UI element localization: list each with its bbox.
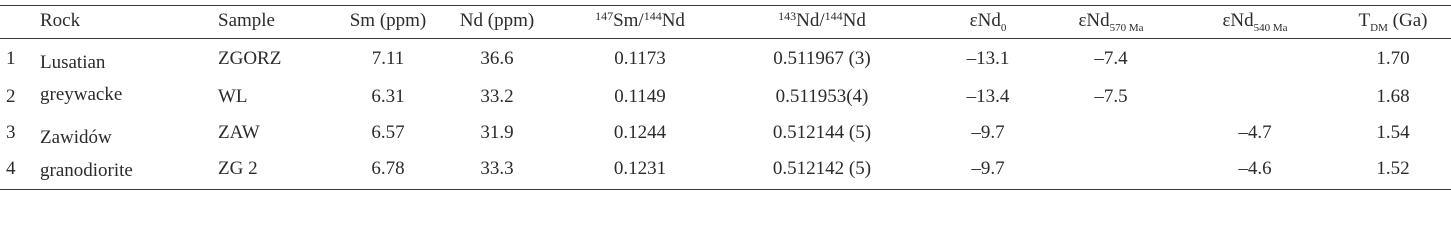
sm-nd-ratio-cell: 0.1231 <box>613 158 667 179</box>
bottom-rule <box>0 189 1451 190</box>
rock-group-label: Zawidów <box>40 127 112 148</box>
sm-nd-ratio-cell: 0.1173 <box>614 48 666 69</box>
tdm-cell: 1.68 <box>1376 86 1410 107</box>
top-rule <box>0 5 1451 6</box>
sample-cell: ZAW <box>218 122 260 143</box>
nd-cell: 33.3 <box>480 158 514 179</box>
sm-cell: 6.57 <box>371 122 405 143</box>
end-540-cell: –4.6 <box>1238 158 1272 179</box>
header-end-570: εNd$_{570 Ma}$ <box>1078 10 1144 34</box>
end-0-cell: –13.4 <box>966 86 1010 107</box>
header-sample: Sample <box>218 10 275 31</box>
rock-group-label: Lusatian <box>40 52 106 73</box>
nd-cell: 31.9 <box>480 122 514 143</box>
rock-group-label: greywacke <box>40 84 123 105</box>
sm-cell: 6.31 <box>371 86 405 107</box>
row-number: 3 <box>6 122 16 143</box>
nd-nd-ratio-cell: 0.512142 (5) <box>772 158 872 179</box>
nd-nd-ratio-cell: 0.511953(4) <box>775 86 869 107</box>
nd-nd-ratio-cell: 0.512144 (5) <box>772 122 872 143</box>
tdm-cell: 1.70 <box>1376 48 1410 69</box>
end-570-cell: –7.5 <box>1094 86 1128 107</box>
end-0-cell: –9.7 <box>971 158 1005 179</box>
nd-nd-ratio-cell: 0.511967 (3) <box>773 48 871 69</box>
header-rule <box>0 38 1451 39</box>
sample-cell: ZGORZ <box>218 48 282 69</box>
row-number: 2 <box>6 86 16 107</box>
header-end-540: εNd$_{540 Ma}$ <box>1222 10 1288 34</box>
nd-cell: 33.2 <box>480 86 514 107</box>
header-end-0: εNd$_0$ <box>969 10 1007 34</box>
sm-nd-ratio-cell: 0.1244 <box>613 122 667 143</box>
sm-nd-ratio-cell: 0.1149 <box>614 86 666 107</box>
header-sm-nd-ratio: $^{147}$Sm/$^{144}$Nd <box>595 9 685 31</box>
tdm-cell: 1.54 <box>1376 122 1410 143</box>
sample-cell: WL <box>218 86 248 107</box>
end-0-cell: –9.7 <box>971 122 1005 143</box>
row-number: 4 <box>6 158 16 179</box>
header-sm-ppm: Sm (ppm) <box>349 10 427 31</box>
sample-cell: ZG 2 <box>218 158 258 179</box>
end-570-cell: –7.4 <box>1094 48 1128 69</box>
sm-cell: 7.11 <box>371 48 405 69</box>
tdm-cell: 1.52 <box>1376 158 1410 179</box>
nd-cell: 36.6 <box>480 48 514 69</box>
rock-group-label: granodiorite <box>40 160 133 181</box>
sm-cell: 6.78 <box>371 158 405 179</box>
end-540-cell: –4.7 <box>1238 122 1272 143</box>
header-nd-ppm: Nd (ppm) <box>459 10 535 31</box>
header-rock: Rock <box>40 10 81 31</box>
header-tdm: $T_{DM}$ (Ga) <box>1358 10 1428 34</box>
row-number: 1 <box>6 48 16 69</box>
header-nd-nd-ratio: $^{143}$Nd/$^{144}$Nd <box>778 9 866 31</box>
end-0-cell: –13.1 <box>966 48 1010 69</box>
